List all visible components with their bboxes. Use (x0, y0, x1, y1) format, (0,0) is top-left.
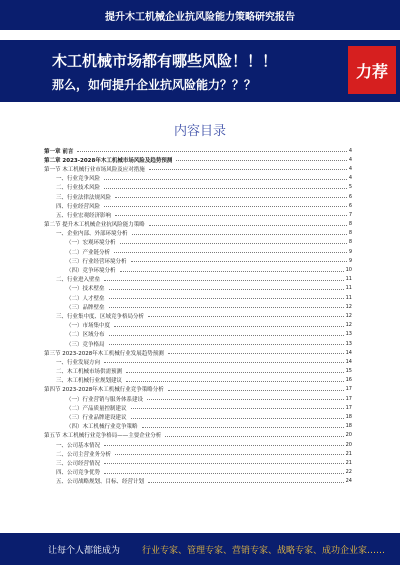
toc-entry-text: 五、行业宏观经济影响 (56, 212, 112, 219)
toc-leader-dots (104, 362, 344, 363)
toc-leader-dots (104, 206, 347, 207)
toc-page-number: 21 (345, 459, 352, 466)
toc-entry-text: （三）竞争格局 (66, 341, 105, 348)
toc-entry[interactable] (44, 458, 352, 467)
toc-entry-text: 一、公司基本情况 (56, 442, 101, 449)
toc-page-number: 4 (348, 175, 352, 182)
toc-leader-dots (104, 463, 344, 464)
toc-leader-dots (77, 151, 346, 152)
toc-page-number: 10 (345, 267, 352, 274)
toc-leader-dots (115, 215, 347, 216)
toc-leader-dots (168, 390, 344, 391)
toc-entry-text: （一）行业营销与服务体系建设 (66, 396, 144, 403)
footer-bar (0, 533, 400, 565)
toc-entry-text: 第四节 2023-2028年木工机械行业竞争策略分析 (44, 387, 164, 394)
toc-entry-text: （一）宏观环境分析 (66, 240, 116, 247)
toc-leader-dots (132, 234, 347, 235)
toc-page-number: 9 (348, 257, 352, 264)
toc-entry[interactable] (44, 330, 352, 339)
toc-page-number: 11 (345, 285, 352, 292)
banner-headline: 木工机械市场都有哪些风险！！！ (52, 52, 278, 70)
toc-leader-dots (149, 169, 347, 170)
toc-entry-text: （一）市场集中度 (66, 323, 111, 330)
toc-page-number: 11 (345, 294, 352, 301)
toc-entry[interactable] (44, 229, 352, 238)
toc-entry-text: （一）技术壁垒 (66, 286, 105, 293)
toc-entry[interactable] (44, 174, 352, 183)
toc-entry[interactable] (44, 265, 352, 274)
toc-entry[interactable] (44, 220, 352, 229)
toc-entry[interactable] (44, 164, 352, 173)
toc-page-number: 6 (348, 202, 352, 209)
toc-entry-text: （二）人才壁垒 (66, 295, 105, 302)
toc-leader-dots (148, 316, 344, 317)
toc-entry-text: （二）区域分布 (66, 332, 105, 339)
toc-entry[interactable] (44, 210, 352, 219)
toc-leader-dots (109, 307, 344, 308)
toc-entry[interactable] (44, 284, 352, 293)
toc-leader-dots (115, 197, 347, 198)
footer-lead: 让每个人都能成为 (48, 545, 121, 556)
toc-page-number: 8 (348, 221, 352, 228)
toc-leader-dots (104, 280, 344, 281)
toc-entry-text: （四）木工机械行业竞争策略 (66, 424, 138, 431)
toc-page-number: 17 (345, 404, 352, 411)
toc-entry-text: 一、行业竞争风险 (56, 176, 101, 183)
toc-page-number: 6 (348, 193, 352, 200)
toc-entry[interactable] (44, 449, 352, 458)
toc-entry-text: 三、公司经营情况 (56, 460, 101, 467)
toc-entry-text: 三、行业法律法规风险 (56, 194, 112, 201)
toc-leader-dots (126, 372, 344, 373)
banner-subheadline: 那么，如何提升企业抗风险能力？？？ (52, 78, 257, 92)
toc-entry[interactable] (44, 192, 352, 201)
toc-entry-text: 一、企业内部、外部环境分析 (56, 231, 128, 238)
toc-entry-text: 三、行业集中度、区域竞争格局分析 (56, 313, 145, 320)
toc-entry[interactable] (44, 155, 352, 164)
toc-entry[interactable] (44, 321, 352, 330)
toc-page-number: 14 (345, 349, 352, 356)
toc-entry[interactable] (44, 385, 352, 394)
toc-page-number: 5 (348, 184, 352, 191)
toc-page-number: 22 (345, 469, 352, 476)
toc-page-number: 16 (345, 377, 352, 384)
toc-leader-dots (104, 473, 344, 474)
table-of-contents (44, 146, 352, 486)
toc-entry-text: 四、行业经营风险 (56, 203, 101, 210)
toc-leader-dots (114, 252, 347, 253)
toc-page-number: 4 (348, 165, 352, 172)
toc-entry[interactable] (44, 311, 352, 320)
toc-page-number: 20 (345, 441, 352, 448)
toc-entry[interactable] (44, 412, 352, 421)
toc-entry-text: 二、行业技术风险 (56, 185, 101, 192)
toc-entry[interactable] (44, 293, 352, 302)
toc-leader-dots (109, 298, 344, 299)
toc-leader-dots (104, 179, 347, 180)
toc-leader-dots (104, 445, 344, 446)
toc-heading: 内容目录 (173, 124, 226, 139)
toc-entry-text: （四）竞争环境分析 (66, 268, 116, 275)
toc-page-number: 14 (345, 358, 352, 365)
toc-entry-text: 一、行业发展方向 (56, 359, 101, 366)
toc-entry-text: （三）品牌壁垒 (66, 304, 105, 311)
toc-entry-text: 四、公司竞争优势 (56, 470, 101, 477)
toc-leader-dots (120, 271, 344, 272)
toc-page-number: 20 (345, 432, 352, 439)
toc-entry-text: 二、公司主营业务分析 (56, 451, 112, 458)
toc-page-number: 12 (345, 312, 352, 319)
toc-page-number: 12 (345, 322, 352, 329)
toc-entry[interactable] (44, 422, 352, 431)
toc-leader-dots (109, 344, 344, 345)
toc-entry[interactable] (44, 256, 352, 265)
toc-entry[interactable] (44, 238, 352, 247)
toc-entry[interactable] (44, 357, 352, 366)
toc-entry-text: （三）行业经营环境分析 (66, 258, 127, 265)
toc-entry[interactable] (44, 431, 352, 440)
toc-page-number: 17 (345, 395, 352, 402)
toc-entry[interactable] (44, 403, 352, 412)
toc-entry-text: 第二节 提升木工机械企业抗风险能力策略 (44, 222, 145, 229)
toc-entry[interactable] (44, 183, 352, 192)
toc-page-number: 18 (345, 414, 352, 421)
toc-leader-dots (131, 418, 344, 419)
toc-entry-text: （二）产业链分析 (66, 249, 111, 256)
toc-leader-dots (109, 289, 344, 290)
toc-entry[interactable] (44, 367, 352, 376)
toc-page-number: 4 (348, 156, 352, 163)
toc-leader-dots (147, 399, 344, 400)
toc-page-number: 8 (348, 239, 352, 246)
toc-entry-text: 三、木工机械行业规划建议 (56, 378, 123, 385)
toc-leader-dots (114, 326, 344, 327)
recommend-badge: 力荐 (348, 46, 396, 94)
toc-entry-text: （二）产品质量控制建议 (66, 405, 127, 412)
toc-page-number: 4 (348, 147, 352, 154)
footer-roles: 行业专家、管理专家、营销专家、战略专家、成功企业家…… (142, 545, 386, 556)
toc-leader-dots (168, 353, 344, 354)
toc-entry-text: （三）行业品牌建设建议 (66, 415, 127, 422)
toc-entry-text: 五、公司战略规划、目标、经营计划 (56, 479, 145, 486)
toc-leader-dots (142, 427, 344, 428)
report-header (0, 0, 400, 30)
toc-leader-dots (148, 482, 344, 483)
toc-page-number: 24 (345, 478, 352, 485)
toc-entry[interactable] (44, 201, 352, 210)
toc-entry[interactable] (44, 302, 352, 311)
toc-entry[interactable] (44, 376, 352, 385)
toc-page-number: 13 (345, 340, 352, 347)
toc-page-number: 9 (348, 248, 352, 255)
toc-entry[interactable] (44, 146, 352, 155)
report-title: 提升木工机械企业抗风险能力策略研究报告 (105, 11, 295, 23)
toc-entry-text: 第三节 2023-2028年木工机械行业发展趋势预测 (44, 350, 164, 357)
toc-entry[interactable] (44, 394, 352, 403)
toc-entry-text: 二、木工机械市场供需预测 (56, 369, 123, 376)
toc-page-number: 13 (345, 331, 352, 338)
toc-page-number: 8 (348, 230, 352, 237)
toc-leader-dots (126, 381, 344, 382)
toc-entry-text: 第一节 木工机械行业市场风险及应对措施 (44, 166, 145, 173)
hero-banner (0, 40, 400, 102)
toc-page-number: 18 (345, 423, 352, 430)
toc-entry[interactable] (44, 440, 352, 449)
toc-leader-dots (165, 436, 343, 437)
toc-leader-dots (104, 188, 347, 189)
toc-page-number: 17 (345, 386, 352, 393)
toc-entry-text: 第二章 2023-2028年木工机械市场风险及趋势预测 (44, 157, 173, 164)
toc-entry[interactable] (44, 275, 352, 284)
toc-entry[interactable] (44, 348, 352, 357)
toc-entry-text: 第五节 木工机械行业竞争格局——主要企业分析 (44, 433, 162, 440)
toc-page-number: 11 (345, 276, 352, 283)
toc-leader-dots (176, 160, 346, 161)
toc-leader-dots (120, 243, 347, 244)
toc-entry[interactable] (44, 477, 352, 486)
toc-page-number: 12 (345, 303, 352, 310)
toc-entry[interactable] (44, 339, 352, 348)
toc-entry-text: 二、行业进入壁垒 (56, 277, 101, 284)
toc-leader-dots (115, 454, 344, 455)
toc-page-number: 15 (345, 368, 352, 375)
toc-page-number: 21 (345, 450, 352, 457)
toc-leader-dots (131, 261, 347, 262)
toc-entry-text: 第一章 前言 (44, 148, 74, 155)
toc-page-number: 7 (348, 211, 352, 218)
toc-leader-dots (149, 225, 347, 226)
toc-leader-dots (131, 408, 344, 409)
toc-entry[interactable] (44, 247, 352, 256)
toc-entry[interactable] (44, 468, 352, 477)
toc-leader-dots (109, 335, 344, 336)
